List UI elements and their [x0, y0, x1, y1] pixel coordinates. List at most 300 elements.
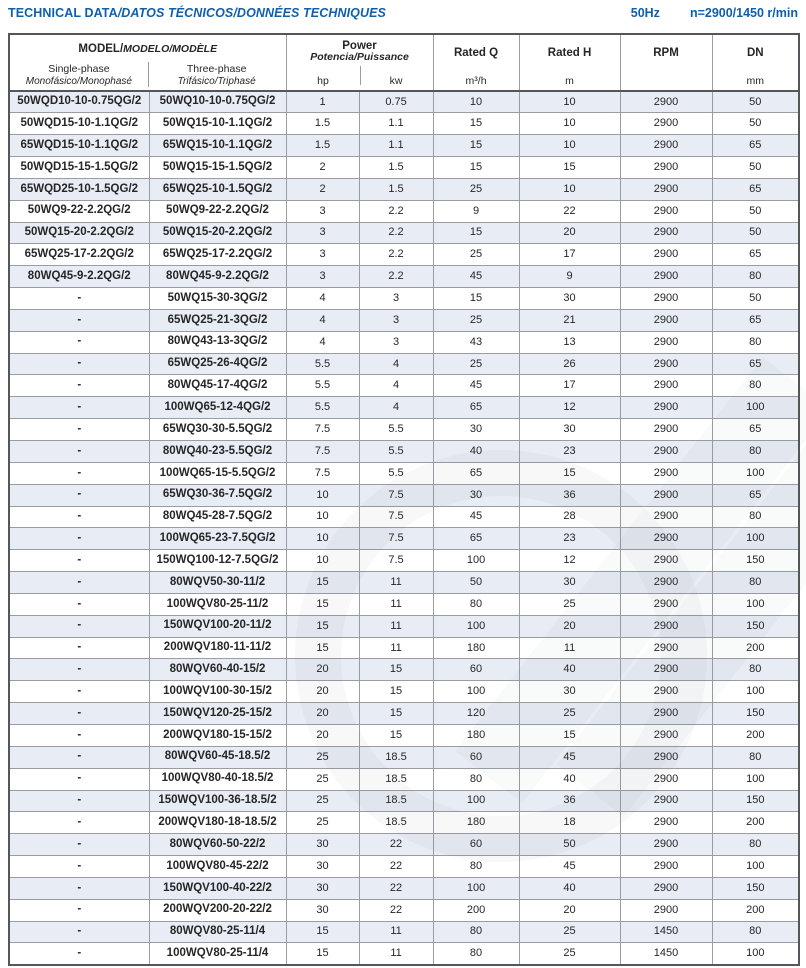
rated-h-cell: 20: [519, 615, 620, 637]
rated-h-cell: 10: [519, 135, 620, 157]
table-row: [9, 877, 799, 899]
rpm-cell: 2900: [620, 812, 712, 834]
rated-q-cell: 15: [433, 157, 519, 179]
rated-h-cell: 50: [519, 834, 620, 856]
dn-cell: 150: [712, 615, 799, 637]
power-hp-cell: 20: [286, 724, 359, 746]
rated-q-cell: 45: [433, 266, 519, 288]
dn-cell: 65: [712, 309, 799, 331]
dn-cell: 100: [712, 943, 799, 965]
rated-q-cell: 60: [433, 659, 519, 681]
rpm-cell: 2900: [620, 790, 712, 812]
single-phase-model-cell: -: [9, 528, 149, 550]
single-phase-model-cell: -: [9, 484, 149, 506]
power-kw-cell: 1.5: [359, 157, 433, 179]
power-kw-cell: 22: [359, 899, 433, 921]
three-phase-model-cell: 65WQ30-36-7.5QG/2: [149, 484, 286, 506]
rated-q-cell: 65: [433, 528, 519, 550]
rated-q-cell: 80: [433, 921, 519, 943]
rpm-cell: 2900: [620, 484, 712, 506]
rated-h-cell: 13: [519, 331, 620, 353]
three-phase-model-cell: 200WQV180-18-18.5/2: [149, 812, 286, 834]
rated-q-cell: 80: [433, 593, 519, 615]
rated-h-cell: 36: [519, 790, 620, 812]
single-phase-model-cell: -: [9, 288, 149, 310]
single-phase-model-cell: -: [9, 506, 149, 528]
table-row: [9, 615, 799, 637]
rated-h-cell: 21: [519, 309, 620, 331]
dn-cell: 80: [712, 659, 799, 681]
rated-h-cell: 40: [519, 768, 620, 790]
power-kw-cell: 18.5: [359, 746, 433, 768]
three-phase-model-cell: 100WQV80-45-22/2: [149, 856, 286, 878]
rpm-cell: 2900: [620, 178, 712, 200]
table-row: [9, 419, 799, 441]
dn-cell: 150: [712, 790, 799, 812]
power-kw-cell: 7.5: [359, 550, 433, 572]
three-phase-model-cell: 80WQ45-28-7.5QG/2: [149, 506, 286, 528]
table-row: [9, 856, 799, 878]
rpm-cell: 2900: [620, 877, 712, 899]
three-phase-model-cell: 50WQ15-30-3QG/2: [149, 288, 286, 310]
single-phase-model-cell: 50WQ15-20-2.2QG/2: [9, 222, 149, 244]
rated-q-cell: 120: [433, 703, 519, 725]
single-phase-model-cell: -: [9, 856, 149, 878]
rpm-cell: 2900: [620, 572, 712, 594]
table-row: [9, 375, 799, 397]
rpm-cell: 2900: [620, 899, 712, 921]
rated-h-cell: 10: [519, 113, 620, 135]
power-hp-cell: 20: [286, 681, 359, 703]
single-phase-model-cell: 50WQD15-15-1.5QG/2: [9, 157, 149, 179]
three-phase-model-cell: 80WQV50-30-11/2: [149, 572, 286, 594]
single-phase-model-cell: -: [9, 703, 149, 725]
power-hp-cell: 2: [286, 178, 359, 200]
dn-cell: 65: [712, 135, 799, 157]
table-row: [9, 550, 799, 572]
single-phase-model-cell: -: [9, 790, 149, 812]
power-kw-cell: 15: [359, 724, 433, 746]
power-kw-cell: 5.5: [359, 419, 433, 441]
power-kw-cell: 2.2: [359, 266, 433, 288]
single-phase-model-cell: -: [9, 462, 149, 484]
rated-q-cell: 100: [433, 681, 519, 703]
technical-data-table: [8, 33, 800, 966]
three-phase-model-cell: 50WQ15-10-1.1QG/2: [149, 113, 286, 135]
title-bar: [8, 6, 798, 26]
col-header-rpm: RPM: [620, 34, 712, 91]
power-hp-cell: 30: [286, 877, 359, 899]
power-hp-cell: 15: [286, 943, 359, 965]
rated-h-cell: 17: [519, 244, 620, 266]
power-hp-cell: 25: [286, 746, 359, 768]
rated-h-cell: 25: [519, 703, 620, 725]
rated-q-cell: 60: [433, 834, 519, 856]
power-kw-cell: 3: [359, 331, 433, 353]
three-phase-model-cell: 150WQ100-12-7.5QG/2: [149, 550, 286, 572]
rpm-cell: 2900: [620, 157, 712, 179]
power-hp-cell: 15: [286, 637, 359, 659]
table-row: [9, 178, 799, 200]
power-hp-cell: 20: [286, 703, 359, 725]
rated-h-cell: 36: [519, 484, 620, 506]
rpm-cell: 2900: [620, 528, 712, 550]
rated-h-cell: 10: [519, 178, 620, 200]
rated-h-cell: 30: [519, 681, 620, 703]
power-hp-cell: 4: [286, 288, 359, 310]
three-phase-model-cell: 100WQ65-12-4QG/2: [149, 397, 286, 419]
rated-q-cell: 25: [433, 178, 519, 200]
rated-q-cell: 65: [433, 397, 519, 419]
frequency-value: 50Hz: [630, 6, 660, 20]
rated-q-cell: 65: [433, 462, 519, 484]
table-row: [9, 288, 799, 310]
rated-q-cell: 9: [433, 200, 519, 222]
power-hp-cell: 5.5: [286, 353, 359, 375]
table-row: [9, 91, 799, 113]
rated-q-cell: 80: [433, 943, 519, 965]
dn-cell: 100: [712, 681, 799, 703]
power-kw-cell: 15: [359, 703, 433, 725]
power-kw-cell: 11: [359, 921, 433, 943]
rated-q-cell: 60: [433, 746, 519, 768]
power-hp-cell: 3: [286, 222, 359, 244]
dn-cell: 100: [712, 593, 799, 615]
three-phase-model-cell: 150WQV100-40-22/2: [149, 877, 286, 899]
dn-cell: 50: [712, 113, 799, 135]
single-phase-model-cell: -: [9, 353, 149, 375]
dn-cell: 150: [712, 877, 799, 899]
rpm-cell: 2900: [620, 266, 712, 288]
table-header-row: [9, 34, 799, 91]
rpm-cell: 2900: [620, 703, 712, 725]
dn-cell: 100: [712, 856, 799, 878]
table-row: [9, 790, 799, 812]
dn-cell: 50: [712, 222, 799, 244]
table-row: [9, 157, 799, 179]
page-title-translations: /DATOS TÉCNICOS/DONNÉES TECHNIQUES: [117, 6, 386, 20]
rpm-cell: 2900: [620, 331, 712, 353]
power-kw-cell: 15: [359, 659, 433, 681]
rpm-cell: 2900: [620, 746, 712, 768]
rpm-cell: 1450: [620, 921, 712, 943]
rpm-cell: 2900: [620, 288, 712, 310]
single-phase-model-cell: 65WQD15-10-1.1QG/2: [9, 135, 149, 157]
rpm-cell: 2900: [620, 375, 712, 397]
rated-h-cell: 23: [519, 528, 620, 550]
power-kw-cell: 2.2: [359, 244, 433, 266]
single-phase-model-cell: -: [9, 943, 149, 965]
dn-cell: 100: [712, 462, 799, 484]
dn-cell: 50: [712, 91, 799, 113]
rated-h-cell: 40: [519, 659, 620, 681]
power-kw-cell: 11: [359, 637, 433, 659]
power-hp-cell: 25: [286, 790, 359, 812]
col-header-three-phase: Three-phase Trifásico/Triphasé: [148, 63, 286, 87]
dn-cell: 150: [712, 703, 799, 725]
power-kw-cell: 4: [359, 353, 433, 375]
three-phase-model-cell: 100WQ65-23-7.5QG/2: [149, 528, 286, 550]
rpm-cell: 1450: [620, 943, 712, 965]
table-row: [9, 659, 799, 681]
three-phase-model-cell: 100WQV80-25-11/2: [149, 593, 286, 615]
rated-h-cell: 26: [519, 353, 620, 375]
rated-h-cell: 9: [519, 266, 620, 288]
rated-h-cell: 11: [519, 637, 620, 659]
single-phase-model-cell: -: [9, 331, 149, 353]
rated-h-cell: 23: [519, 441, 620, 463]
power-hp-cell: 30: [286, 899, 359, 921]
rated-q-cell: 50: [433, 572, 519, 594]
rated-q-cell: 15: [433, 288, 519, 310]
single-phase-model-cell: 50WQD10-10-0.75QG/2: [9, 91, 149, 113]
three-phase-model-cell: 200WQV180-15-15/2: [149, 724, 286, 746]
rpm-cell: 2900: [620, 462, 712, 484]
single-phase-model-cell: 65WQD25-10-1.5QG/2: [9, 178, 149, 200]
single-phase-model-cell: -: [9, 593, 149, 615]
dn-cell: 150: [712, 550, 799, 572]
three-phase-model-cell: 150WQV100-20-11/2: [149, 615, 286, 637]
single-phase-model-cell: -: [9, 441, 149, 463]
rated-q-cell: 80: [433, 856, 519, 878]
rpm-cell: 2900: [620, 91, 712, 113]
power-kw-cell: 18.5: [359, 768, 433, 790]
power-kw-cell: 5.5: [359, 462, 433, 484]
table-row: [9, 113, 799, 135]
rated-h-cell: 15: [519, 724, 620, 746]
power-hp-cell: 4: [286, 309, 359, 331]
single-phase-model-cell: -: [9, 834, 149, 856]
three-phase-model-cell: 65WQ25-17-2.2QG/2: [149, 244, 286, 266]
power-kw-cell: 3: [359, 288, 433, 310]
three-phase-model-cell: 150WQV120-25-15/2: [149, 703, 286, 725]
rpm-cell: 2900: [620, 834, 712, 856]
col-header-rated-q: Rated Q m³/h: [433, 34, 519, 91]
rated-h-cell: 25: [519, 921, 620, 943]
single-phase-model-cell: 50WQD15-10-1.1QG/2: [9, 113, 149, 135]
rated-q-cell: 200: [433, 899, 519, 921]
power-kw-cell: 11: [359, 943, 433, 965]
power-kw-cell: 15: [359, 681, 433, 703]
table-row: [9, 462, 799, 484]
three-phase-model-cell: 50WQ9-22-2.2QG/2: [149, 200, 286, 222]
rated-h-cell: 40: [519, 877, 620, 899]
single-phase-model-cell: -: [9, 746, 149, 768]
rated-h-cell: 45: [519, 856, 620, 878]
table-row: [9, 746, 799, 768]
dn-cell: 65: [712, 244, 799, 266]
three-phase-model-cell: 80WQV60-50-22/2: [149, 834, 286, 856]
rated-q-cell: 100: [433, 550, 519, 572]
three-phase-model-cell: 80WQ40-23-5.5QG/2: [149, 441, 286, 463]
table-row: [9, 768, 799, 790]
power-kw-cell: 11: [359, 615, 433, 637]
rated-q-cell: 45: [433, 506, 519, 528]
rated-h-cell: 30: [519, 572, 620, 594]
power-hp-cell: 15: [286, 921, 359, 943]
table-row: [9, 244, 799, 266]
three-phase-model-cell: 80WQ43-13-3QG/2: [149, 331, 286, 353]
dn-cell: 65: [712, 178, 799, 200]
rated-q-cell: 30: [433, 419, 519, 441]
dn-cell: 65: [712, 484, 799, 506]
power-kw-cell: 2.2: [359, 200, 433, 222]
rated-q-cell: 40: [433, 441, 519, 463]
table-row: [9, 331, 799, 353]
rpm-cell: 2900: [620, 353, 712, 375]
dn-cell: 80: [712, 572, 799, 594]
power-hp-cell: 25: [286, 812, 359, 834]
rpm-cell: 2900: [620, 506, 712, 528]
rated-q-cell: 180: [433, 812, 519, 834]
table-row: [9, 135, 799, 157]
single-phase-model-cell: 80WQ45-9-2.2QG/2: [9, 266, 149, 288]
rated-h-cell: 15: [519, 157, 620, 179]
speed-value: n=2900/1450 r/min: [689, 6, 798, 20]
power-hp-cell: 15: [286, 615, 359, 637]
rated-q-cell: 25: [433, 244, 519, 266]
rated-h-cell: 18: [519, 812, 620, 834]
power-hp-cell: 30: [286, 856, 359, 878]
table-row: [9, 309, 799, 331]
rated-q-cell: 100: [433, 615, 519, 637]
three-phase-model-cell: 65WQ25-10-1.5QG/2: [149, 178, 286, 200]
rpm-cell: 2900: [620, 441, 712, 463]
rated-h-cell: 28: [519, 506, 620, 528]
dn-cell: 80: [712, 375, 799, 397]
rated-q-cell: 15: [433, 135, 519, 157]
table-row: [9, 506, 799, 528]
rpm-cell: 2900: [620, 724, 712, 746]
power-hp-cell: 5.5: [286, 397, 359, 419]
three-phase-model-cell: 80WQV80-25-11/4: [149, 921, 286, 943]
rpm-cell: 2900: [620, 397, 712, 419]
rpm-cell: 2900: [620, 113, 712, 135]
col-header-power: [286, 34, 433, 91]
power-header-title: Power Potencia/Puissance: [310, 40, 409, 64]
dn-cell: 200: [712, 812, 799, 834]
table-row: [9, 921, 799, 943]
three-phase-model-cell: 65WQ25-21-3QG/2: [149, 309, 286, 331]
dn-cell: 80: [712, 506, 799, 528]
three-phase-model-cell: 100WQ65-15-5.5QG/2: [149, 462, 286, 484]
power-hp-cell: 3: [286, 200, 359, 222]
power-kw-cell: 1.1: [359, 113, 433, 135]
table-row: [9, 681, 799, 703]
table-row: [9, 528, 799, 550]
power-kw-cell: 1.1: [359, 135, 433, 157]
model-header-title: MODEL/MODELO/MODÈLE: [78, 43, 218, 55]
dn-cell: 80: [712, 921, 799, 943]
power-hp-cell: 3: [286, 244, 359, 266]
rated-h-cell: 20: [519, 899, 620, 921]
power-hp-cell: 1: [286, 91, 359, 113]
three-phase-model-cell: 50WQ15-15-1.5QG/2: [149, 157, 286, 179]
single-phase-model-cell: -: [9, 309, 149, 331]
three-phase-model-cell: 100WQV100-30-15/2: [149, 681, 286, 703]
col-header-kw: kw: [360, 75, 433, 87]
rated-q-cell: 100: [433, 877, 519, 899]
rpm-cell: 2900: [620, 200, 712, 222]
power-kw-cell: 11: [359, 593, 433, 615]
single-phase-model-cell: -: [9, 615, 149, 637]
col-header-rated-h: Rated H m: [519, 34, 620, 91]
rpm-cell: 2900: [620, 222, 712, 244]
rated-q-cell: 100: [433, 790, 519, 812]
table-row: [9, 943, 799, 965]
power-kw-cell: 0.75: [359, 91, 433, 113]
power-kw-cell: 22: [359, 877, 433, 899]
table-row: [9, 899, 799, 921]
power-hp-cell: 2: [286, 157, 359, 179]
page-title: [8, 6, 386, 20]
power-kw-cell: 2.2: [359, 222, 433, 244]
three-phase-model-cell: 65WQ25-26-4QG/2: [149, 353, 286, 375]
single-phase-model-cell: -: [9, 419, 149, 441]
dn-cell: 200: [712, 637, 799, 659]
power-kw-cell: 22: [359, 856, 433, 878]
dn-cell: 50: [712, 157, 799, 179]
dn-cell: 200: [712, 724, 799, 746]
power-hp-cell: 4: [286, 331, 359, 353]
rpm-cell: 2900: [620, 615, 712, 637]
rated-h-cell: 45: [519, 746, 620, 768]
power-hp-cell: 3: [286, 266, 359, 288]
rpm-cell: 2900: [620, 768, 712, 790]
dn-cell: 100: [712, 768, 799, 790]
rated-h-cell: 25: [519, 593, 620, 615]
table-row: [9, 703, 799, 725]
dn-cell: 100: [712, 397, 799, 419]
rpm-cell: 2900: [620, 593, 712, 615]
dn-cell: 100: [712, 528, 799, 550]
single-phase-model-cell: -: [9, 375, 149, 397]
table-row: [9, 812, 799, 834]
dn-cell: 80: [712, 834, 799, 856]
col-header-dn: DN mm: [712, 34, 799, 91]
rated-h-cell: 30: [519, 288, 620, 310]
single-phase-model-cell: -: [9, 812, 149, 834]
rated-h-cell: 15: [519, 462, 620, 484]
rpm-cell: 2900: [620, 419, 712, 441]
power-hp-cell: 7.5: [286, 419, 359, 441]
rated-h-cell: 12: [519, 550, 620, 572]
table-row: [9, 572, 799, 594]
three-phase-model-cell: 80WQV60-40-15/2: [149, 659, 286, 681]
rpm-cell: 2900: [620, 550, 712, 572]
single-phase-model-cell: -: [9, 397, 149, 419]
power-hp-cell: 1.5: [286, 135, 359, 157]
single-phase-model-cell: -: [9, 724, 149, 746]
power-hp-cell: 15: [286, 572, 359, 594]
table-row: [9, 222, 799, 244]
power-kw-cell: 5.5: [359, 441, 433, 463]
dn-cell: 50: [712, 288, 799, 310]
table-row: [9, 724, 799, 746]
single-phase-model-cell: -: [9, 681, 149, 703]
rated-q-cell: 80: [433, 768, 519, 790]
dn-cell: 80: [712, 266, 799, 288]
three-phase-model-cell: 65WQ15-10-1.1QG/2: [149, 135, 286, 157]
three-phase-model-cell: 80WQV60-45-18.5/2: [149, 746, 286, 768]
rated-q-cell: 43: [433, 331, 519, 353]
col-header-model: [9, 34, 286, 91]
dn-cell: 50: [712, 200, 799, 222]
power-hp-cell: 7.5: [286, 441, 359, 463]
table-row: [9, 397, 799, 419]
single-phase-model-cell: 50WQ9-22-2.2QG/2: [9, 200, 149, 222]
power-kw-cell: 4: [359, 397, 433, 419]
